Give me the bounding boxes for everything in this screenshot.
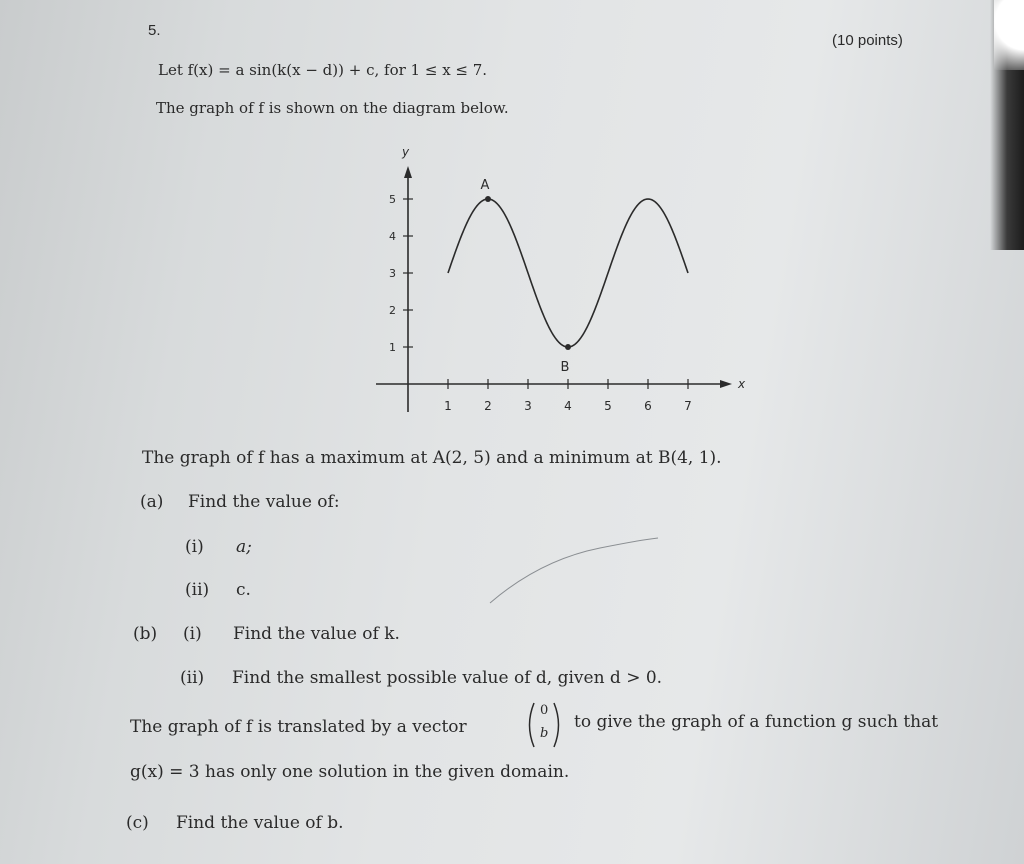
point-label-b: B: [560, 360, 570, 375]
diagram-intro: The graph of f is shown on the diagram below.: [156, 99, 509, 117]
part-a-ii-text: c.: [236, 580, 251, 600]
vector-bottom-entry: b: [540, 726, 549, 741]
x-tick-label: 2: [484, 399, 492, 413]
translation-text-after: to give the graph of a function g such that: [574, 712, 939, 732]
point-label-a: A: [480, 178, 490, 193]
y-tick-label: 1: [389, 341, 396, 354]
part-b-i-label: (i): [183, 624, 202, 644]
graph-summary: The graph of f has a maximum at A(2, 5) and a minimum at B(4, 1).: [142, 448, 722, 468]
part-a-i-label: (i): [185, 537, 204, 557]
part-c-label: (c): [126, 813, 149, 833]
part-a-ii-label: (ii): [185, 580, 210, 600]
points-label: (10 points): [832, 32, 903, 49]
y-tick-label: 5: [389, 193, 396, 206]
part-a-i-text: a;: [236, 537, 252, 557]
part-a-text: Find the value of:: [188, 492, 340, 512]
x-tick-label: 5: [604, 399, 612, 413]
x-tick-label: 7: [684, 399, 692, 413]
x-tick-label: 1: [444, 399, 452, 413]
x-axis-arrow: [720, 380, 732, 388]
x-tick-label: 6: [644, 399, 652, 413]
point-a: [485, 196, 491, 202]
x-tick-label: 3: [524, 399, 532, 413]
part-b-ii-text: Find the smallest possible value of d, given d > 0.: [232, 668, 663, 688]
function-definition: Let f(x) = a sin(k(x − d)) + c, for 1 ≤ x ≤ 7.: [158, 61, 488, 79]
part-b-i-text: Find the value of k.: [233, 624, 400, 644]
x-axis-label: x: [738, 377, 746, 391]
sine-curve: [448, 199, 688, 347]
y-tick-label: 3: [389, 267, 396, 280]
question-number: 5.: [148, 22, 161, 39]
part-b-label: (b): [133, 624, 158, 644]
translation-condition: g(x) = 3 has only one solution in the given domain.: [130, 762, 570, 782]
part-a-label: (a): [140, 492, 164, 512]
x-tick-label: 4: [564, 399, 572, 413]
point-b: [565, 344, 571, 350]
y-tick-label: 4: [389, 230, 396, 243]
vector-top-entry: 0: [540, 703, 549, 718]
part-c-text: Find the value of b.: [176, 813, 344, 833]
part-b-ii-label: (ii): [180, 668, 205, 688]
translation-text-before: The graph of f is translated by a vector: [130, 717, 467, 737]
y-tick-label: 2: [389, 304, 396, 317]
column-vector: [524, 700, 564, 750]
y-axis-label: y: [402, 145, 410, 159]
y-axis-arrow: [404, 166, 412, 178]
